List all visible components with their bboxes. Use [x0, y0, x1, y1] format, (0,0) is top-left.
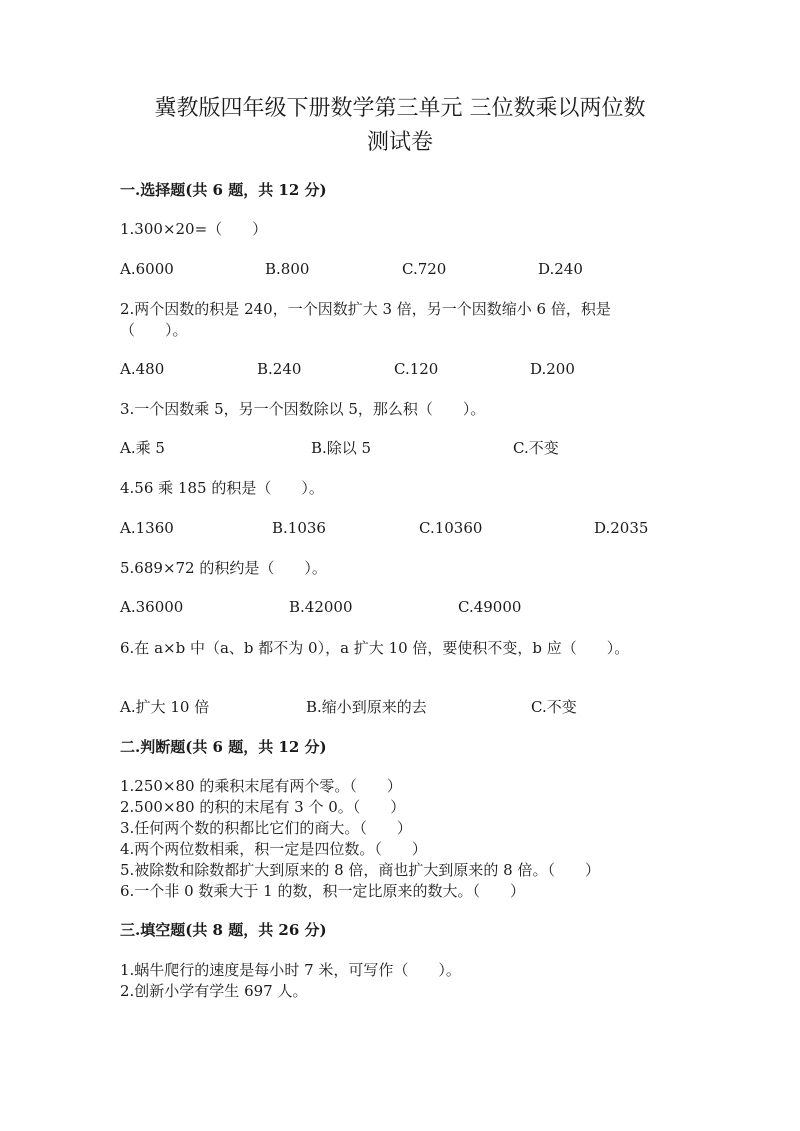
judge-item: 4.两个两位数相乘，积一定是四位数。（ ） — [120, 840, 427, 858]
judge-item: 3.任何两个数的积都比它们的商大。（ ） — [120, 819, 412, 837]
judge-item: 1.250×80 的乘积末尾有两个零。（ ） — [120, 777, 402, 795]
option-b: B.除以 5 — [311, 439, 372, 457]
option-c: C.120 — [394, 360, 439, 378]
option-a: A.480 — [120, 360, 165, 378]
option-b: B.240 — [257, 360, 302, 378]
judge-item: 6.一个非 0 数乘大于 1 的数，积一定比原来的数大。（ ） — [120, 882, 525, 900]
section-heading-choice: 一.选择题(共 6 题，共 12 分) — [120, 181, 327, 199]
option-c: C.10360 — [419, 519, 483, 537]
option-d: D.2035 — [594, 519, 649, 537]
judge-item: 2.500×80 的积的末尾有 3 个 0。（ ） — [120, 798, 406, 816]
question-stem: 6.在 a×b 中（a、b 都不为 0），a 扩大 10 倍，要使积不变，b 应（ ）。 — [120, 639, 630, 657]
option-b: B.800 — [265, 260, 310, 278]
question-stem: 3.一个因数乘 5，另一个因数除以 5，那么积（ ）。 — [120, 400, 486, 418]
page-title-line1: 冀教版四年级下册数学第三单元 三位数乘以两位数 — [154, 96, 646, 121]
option-d: D.240 — [538, 260, 583, 278]
question-stem: 1.300×20=（ ） — [120, 220, 268, 238]
option-a: A.36000 — [120, 598, 184, 616]
judge-item: 5.被除数和除数都扩大到原来的 8 倍，商也扩大到原来的 8 倍。（ ） — [120, 861, 600, 879]
option-c: C.720 — [402, 260, 447, 278]
option-b: B.42000 — [289, 598, 353, 616]
option-a: A.1360 — [120, 519, 174, 537]
option-d: D.200 — [530, 360, 575, 378]
question-stem: 5.689×72 的积约是（ ）。 — [120, 559, 327, 577]
option-b: B.缩小到原来的去 — [306, 698, 427, 716]
question-stem: 2.两个因数的积是 240，一个因数扩大 3 倍，另一个因数缩小 6 倍，积是 — [120, 300, 611, 318]
option-c: C.不变 — [531, 698, 577, 716]
option-a: A.6000 — [120, 260, 174, 278]
option-a: A.扩大 10 倍 — [120, 698, 210, 716]
question-stem: 4.56 乘 185 的积是（ ）。 — [120, 479, 324, 497]
question-stem-cont: （ ）。 — [120, 321, 188, 339]
option-c: C.49000 — [458, 598, 522, 616]
fill-item: 1.蜗牛爬行的速度是每小时 7 米，可写作（ ）。 — [120, 961, 461, 979]
option-c: C.不变 — [513, 439, 559, 457]
section-heading-fill: 三.填空题(共 8 题，共 26 分) — [120, 921, 327, 939]
fill-item: 2.创新小学有学生 697 人。 — [120, 982, 308, 1000]
page-title-line2: 测试卷 — [366, 130, 433, 155]
option-b: B.1036 — [272, 519, 326, 537]
section-heading-judge: 二.判断题(共 6 题，共 12 分) — [120, 738, 327, 756]
option-a: A.乘 5 — [120, 439, 165, 457]
